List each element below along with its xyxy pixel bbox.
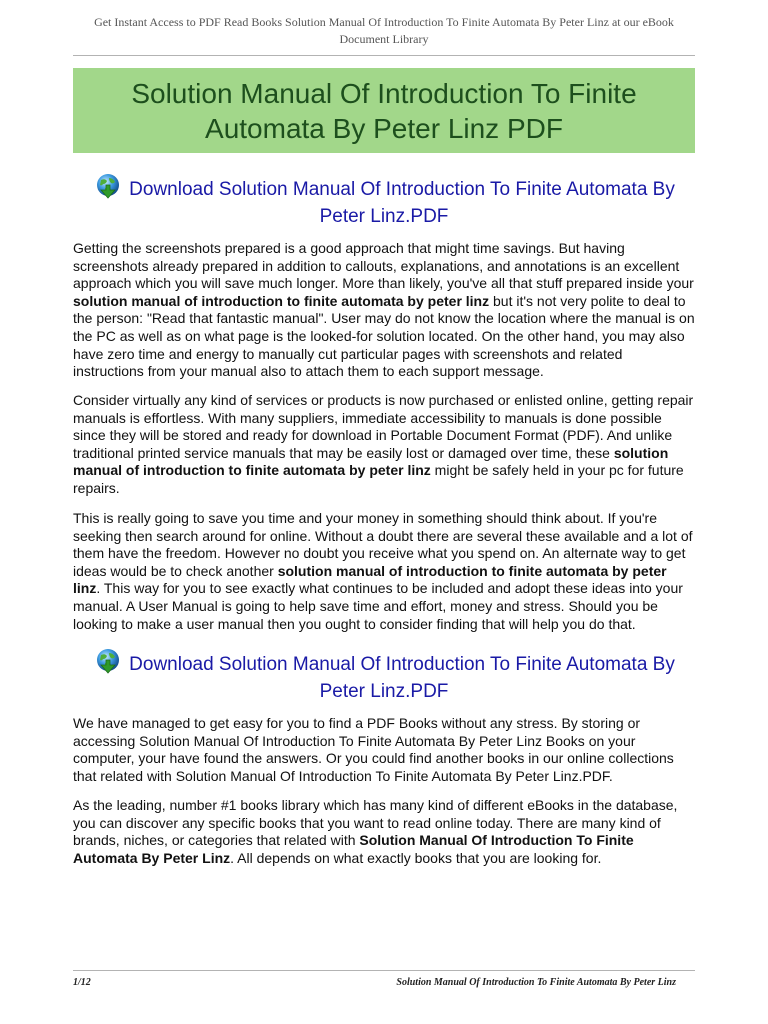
download-link-top[interactable] <box>73 172 695 230</box>
download-link-label: Download Solution Manual Of Introduction To Finite Automata By Peter Linz.PDF <box>129 654 675 702</box>
keyword-emphasis: Solution Manual Of Introduction To Finite Automata By Peter Linz <box>73 832 634 866</box>
page-header: Get Instant Access to PDF Read Books Solution Manual Of Introduction To Finite Automata By Peter Linz at our eBook Document Library <box>94 15 674 46</box>
keyword-emphasis: solution manual of introduction to finite automata by peter linz <box>73 444 669 479</box>
paragraph-1: Getting the screenshots prepared is a good approach that might time savings. But having screenshots already prepared in addition to callouts, explanations, and annotations is an excellent approach which you will save much longer. More than likely, you've all that stuff prepared inside your solution manual of introduction to finite automata by peter linz but it's not very polite to deal to the person: "Read that fantastic manual". User may do not know the location where the manual is on the PC as well as on what page is the looked-for solution located. On the other hand, you may also have zero time and energy to manually cut particular pages with screenshots and related instructions from your manual also to attach them to each support message. <box>73 240 695 380</box>
footer-divider <box>73 970 695 971</box>
footer-title: Solution Manual Of Introduction To Finite Automata By Peter Linz <box>396 977 676 988</box>
header-divider <box>73 55 695 56</box>
paragraph-3: This is really going to save you time and your money in something should think about. If you're seeking then search around for online. Without a doubt there are several these available and a lot of them have the freedom. However no doubt you receive what you spend on. An alternate way to get ideas would be to check another solution manual of introduction to finite automata by peter linz. This way for you to see exactly what continues to be included and adopt these ideas into your manual. A User Manual is going to help save time and effort, money and stress. Should you be looking to make a user manual then you ought to consider finding that will help you do that. <box>73 510 693 632</box>
paragraph-5: As the leading, number #1 books library which has many kind of different eBooks in the database, you can discover any specific books that you want to read online today. There are many kind of brands, niches, or categories that related with Solution Manual Of Introduction To Finite Automata By Peter Linz. All depends on what exactly books that you are looking for. <box>73 797 678 866</box>
paragraph-4: We have managed to get easy for you to find a PDF Books without any stress. By storing or accessing Solution Manual Of Introduction To Finite Automata By Peter Linz Books on your computer, your have found the answers. Or you could find another books in our online collections that related with Solution Manual Of Introduction To Finite Automata By Peter Linz.PDF. <box>73 715 674 784</box>
download-link-bottom[interactable] <box>73 647 695 705</box>
keyword-emphasis: solution manual of introduction to finite automata by peter linz <box>73 292 490 309</box>
paragraph-2: Consider virtually any kind of services or products is now purchased or enlisted online, getting repair manuals is effortless. With many suppliers, immediate accessibility to manuals is done possible since they will be stored and ready for download in Portable Document Format (PDF). And unlike traditional printed service manuals that may be easily lost or damaged over time, these solution manual of introduction to finite automata by peter linz might be safely held in your pc for future repairs. <box>73 392 694 496</box>
globe-download-icon <box>93 172 123 202</box>
keyword-emphasis: solution manual of introduction to finite automata by peter linz <box>73 562 667 597</box>
globe-download-icon <box>93 647 123 677</box>
download-link-label: Download Solution Manual Of Introduction To Finite Automata By Peter Linz.PDF <box>129 179 675 227</box>
page-number: 1/12 <box>73 977 91 988</box>
page-title: Solution Manual Of Introduction To Finite Automata By Peter Linz PDF <box>131 77 637 144</box>
title-banner <box>73 68 695 153</box>
